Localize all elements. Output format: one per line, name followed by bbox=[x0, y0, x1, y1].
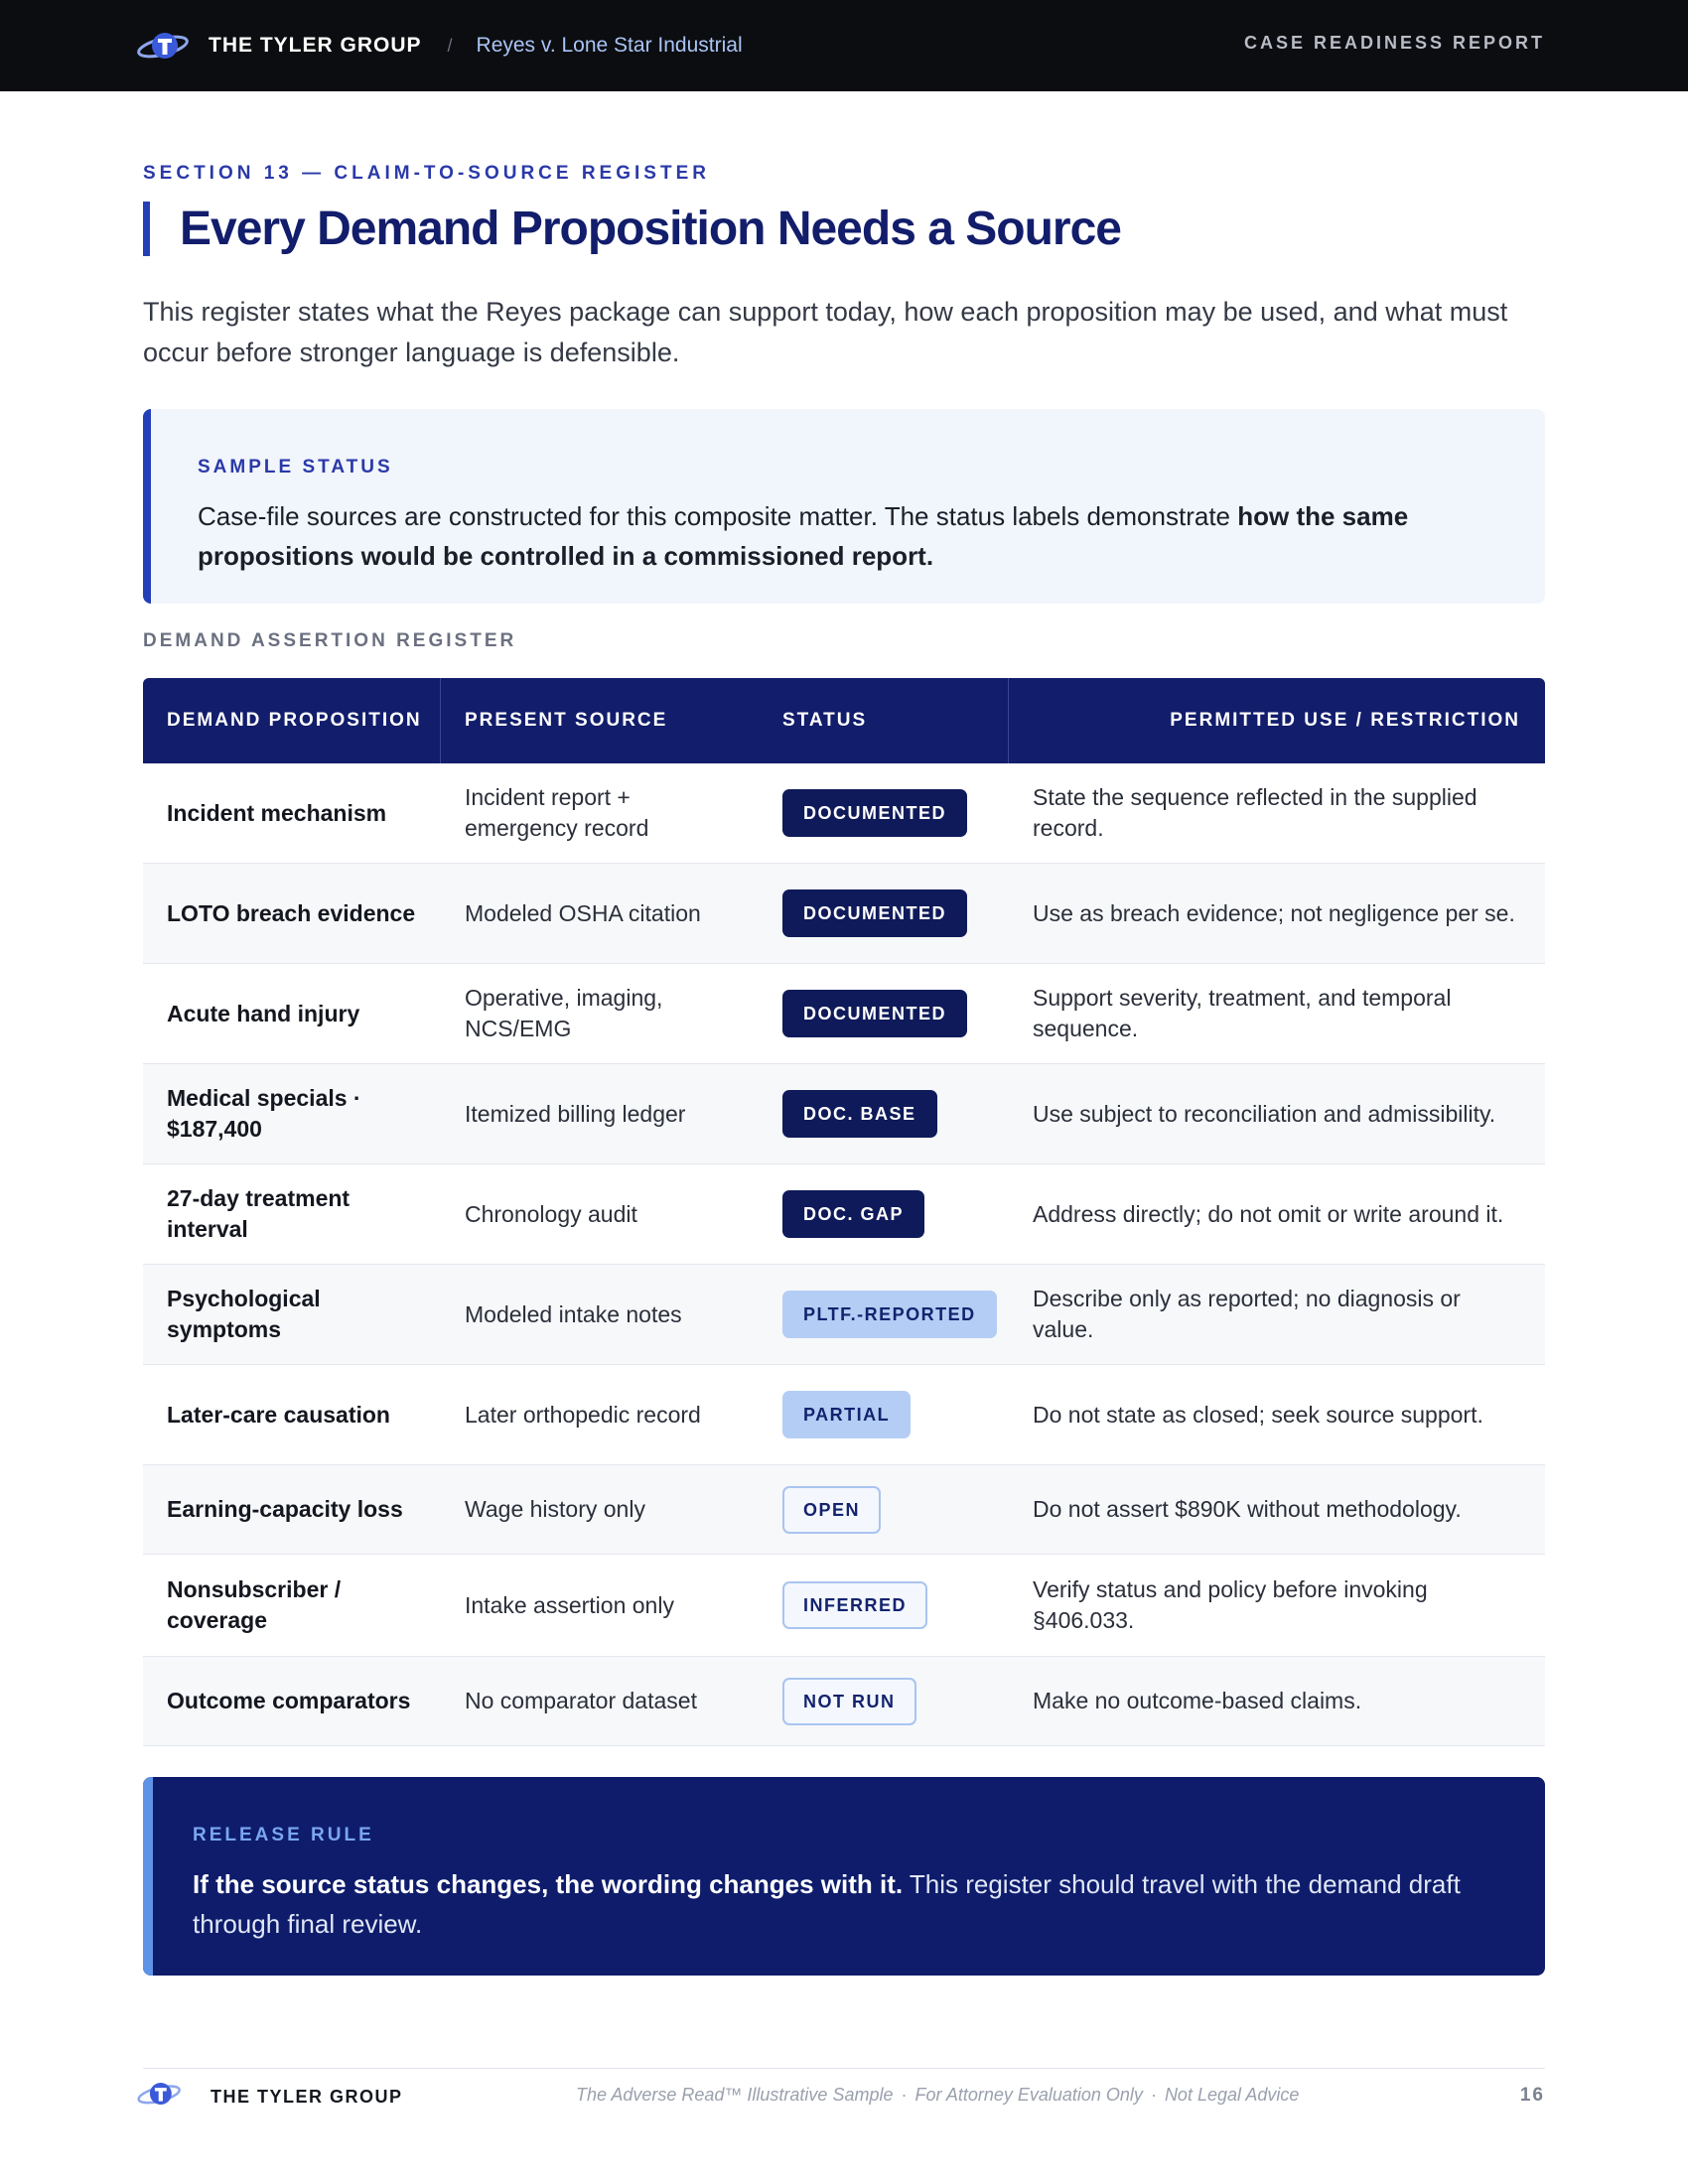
status-badge: NOT RUN bbox=[782, 1678, 916, 1725]
table-row bbox=[143, 864, 1545, 964]
source-cell: Modeled intake notes bbox=[465, 1300, 682, 1327]
footer-logo-icon bbox=[137, 2078, 191, 2116]
status-badge: DOC. GAP bbox=[782, 1190, 924, 1238]
proposition-cell: Earning-capacity loss bbox=[167, 1496, 403, 1522]
demand-assertion-table bbox=[143, 678, 1545, 1746]
footer-divider bbox=[143, 2068, 1545, 2069]
report-label: CASE READINESS REPORT bbox=[1243, 33, 1545, 53]
column-header-source: PRESENT SOURCE bbox=[465, 710, 668, 731]
status-badge: DOCUMENTED bbox=[782, 789, 967, 837]
permitted-use-cell: Support severity, treatment, and temporal sequence. bbox=[1033, 985, 1452, 1041]
proposition-cell: Acute hand injury bbox=[167, 1000, 360, 1026]
source-cell: Later orthopedic record bbox=[465, 1401, 701, 1428]
table-row bbox=[143, 1164, 1545, 1265]
table-row bbox=[143, 1657, 1545, 1746]
status-cell bbox=[759, 1486, 1009, 1534]
permitted-use-cell: Use as breach evidence; not negligence per se. bbox=[1033, 899, 1515, 926]
callout-accent-bar bbox=[143, 409, 151, 604]
brand bbox=[137, 27, 743, 65]
source-cell: No comparator dataset bbox=[465, 1688, 697, 1713]
status-cell bbox=[759, 1678, 1009, 1725]
table-row bbox=[143, 964, 1545, 1064]
footer-dot: · bbox=[1150, 2085, 1157, 2105]
table-row bbox=[143, 1365, 1545, 1465]
permitted-use-cell: Address directly; do not omit or write around it. bbox=[1033, 1200, 1504, 1227]
footer-note bbox=[576, 2085, 1299, 2106]
status-cell bbox=[759, 889, 1009, 937]
status-badge: OPEN bbox=[782, 1486, 881, 1534]
column-header-status: STATUS bbox=[759, 678, 1009, 763]
permitted-use-cell: State the sequence reflected in the supplied record. bbox=[1033, 784, 1477, 841]
source-cell: Chronology audit bbox=[465, 1200, 637, 1227]
table-row bbox=[143, 1555, 1545, 1657]
permitted-use-cell: Do not assert $890K without methodology. bbox=[1033, 1496, 1462, 1522]
callout-text-bold: how the same propositions would be controlled in a commissioned report. bbox=[198, 501, 1409, 571]
source-cell: Modeled OSHA citation bbox=[465, 899, 701, 926]
release-eyebrow: RELEASE RULE bbox=[193, 1825, 374, 1845]
callout-text-plain: Case-file sources are constructed for this composite matter. The status labels demonstrate bbox=[198, 501, 1238, 531]
proposition-cell: Psychological symptoms bbox=[167, 1286, 321, 1342]
table-row bbox=[143, 1465, 1545, 1555]
footer-brand-name: THE TYLER GROUP bbox=[211, 2086, 403, 2107]
source-cell: Intake assertion only bbox=[465, 1591, 674, 1618]
intro-paragraph: This register states what the Reyes package can support today, how each proposition may be used, and what must occur before stronger language is defensible. bbox=[143, 297, 1508, 367]
top-bar bbox=[0, 0, 1688, 91]
status-cell bbox=[759, 789, 1009, 837]
table-row bbox=[143, 763, 1545, 864]
table-header bbox=[143, 678, 1545, 763]
status-badge: DOC. BASE bbox=[782, 1090, 937, 1138]
case-name: Reyes v. Lone Star Industrial bbox=[476, 34, 743, 57]
page-title: Every Demand Proposition Needs a Source bbox=[180, 203, 1121, 255]
permitted-use-cell: Use subject to reconciliation and admissibility. bbox=[1033, 1100, 1496, 1127]
page-number: 16 bbox=[1519, 2085, 1545, 2106]
status-cell bbox=[759, 1090, 1009, 1138]
permitted-use-cell: Make no outcome-based claims. bbox=[1033, 1688, 1362, 1713]
proposition-cell: Outcome comparators bbox=[167, 1688, 411, 1713]
source-cell: Operative, imaging, NCS/EMG bbox=[465, 985, 663, 1041]
status-badge: INFERRED bbox=[782, 1581, 927, 1629]
proposition-cell: LOTO breach evidence bbox=[167, 899, 416, 926]
proposition-cell: Nonsubscriber / coverage bbox=[167, 1576, 342, 1633]
table-body bbox=[143, 763, 1545, 1746]
proposition-cell: Later-care causation bbox=[167, 1401, 390, 1428]
tyler-group-logo-icon bbox=[137, 27, 191, 65]
release-text-bold: If the source status changes, the wording changes with it. bbox=[193, 1869, 904, 1899]
status-cell bbox=[759, 990, 1009, 1037]
footer-dot: · bbox=[901, 2085, 908, 2105]
status-badge: DOCUMENTED bbox=[782, 889, 967, 937]
source-cell: Incident report + emergency record bbox=[465, 784, 649, 841]
status-badge: PLTF.-REPORTED bbox=[782, 1291, 997, 1338]
release-accent-bar bbox=[143, 1777, 153, 1976]
sample-status-callout bbox=[143, 409, 1545, 604]
status-cell bbox=[759, 1391, 1009, 1438]
callout-eyebrow: SAMPLE STATUS bbox=[198, 457, 393, 478]
release-text-plain: This register should travel with the demand draft through final review. bbox=[193, 1869, 1461, 1939]
column-header-proposition: DEMAND PROPOSITION bbox=[143, 678, 441, 763]
callout-text bbox=[198, 496, 1488, 576]
source-cell: Itemized billing ledger bbox=[465, 1100, 686, 1127]
title-accent-bar bbox=[143, 202, 150, 256]
breadcrumb-separator: / bbox=[447, 35, 453, 56]
status-badge: DOCUMENTED bbox=[782, 990, 967, 1037]
register-label: DEMAND ASSERTION REGISTER bbox=[143, 630, 517, 651]
status-cell bbox=[759, 1291, 1009, 1338]
permitted-use-cell: Verify status and policy before invoking §406.033. bbox=[1033, 1576, 1428, 1633]
proposition-cell: Medical specials · $187,400 bbox=[167, 1085, 361, 1142]
footer-brand bbox=[137, 2078, 403, 2116]
section-eyebrow: SECTION 13 — CLAIM-TO-SOURCE REGISTER bbox=[143, 163, 710, 184]
permitted-use-cell: Do not state as closed; seek source support. bbox=[1033, 1401, 1483, 1428]
footer-note-2: For Attorney Evaluation Only bbox=[914, 2085, 1143, 2105]
table-row bbox=[143, 1265, 1545, 1365]
proposition-cell: 27-day treatment interval bbox=[167, 1185, 351, 1242]
footer-note-1: The Adverse Read™ Illustrative Sample bbox=[576, 2085, 894, 2105]
column-header-use: PERMITTED USE / RESTRICTION bbox=[1170, 710, 1520, 731]
proposition-cell: Incident mechanism bbox=[167, 799, 387, 826]
release-rule-callout bbox=[143, 1777, 1545, 1976]
permitted-use-cell: Describe only as reported; no diagnosis or value. bbox=[1033, 1286, 1461, 1342]
title-block bbox=[143, 202, 1121, 256]
status-cell bbox=[759, 1190, 1009, 1238]
table-row bbox=[143, 1064, 1545, 1164]
brand-name: THE TYLER GROUP bbox=[209, 34, 422, 57]
source-cell: Wage history only bbox=[465, 1496, 645, 1522]
status-cell bbox=[759, 1581, 1009, 1629]
status-badge: PARTIAL bbox=[782, 1391, 911, 1438]
footer-note-3: Not Legal Advice bbox=[1164, 2085, 1300, 2105]
release-text bbox=[193, 1864, 1503, 1944]
